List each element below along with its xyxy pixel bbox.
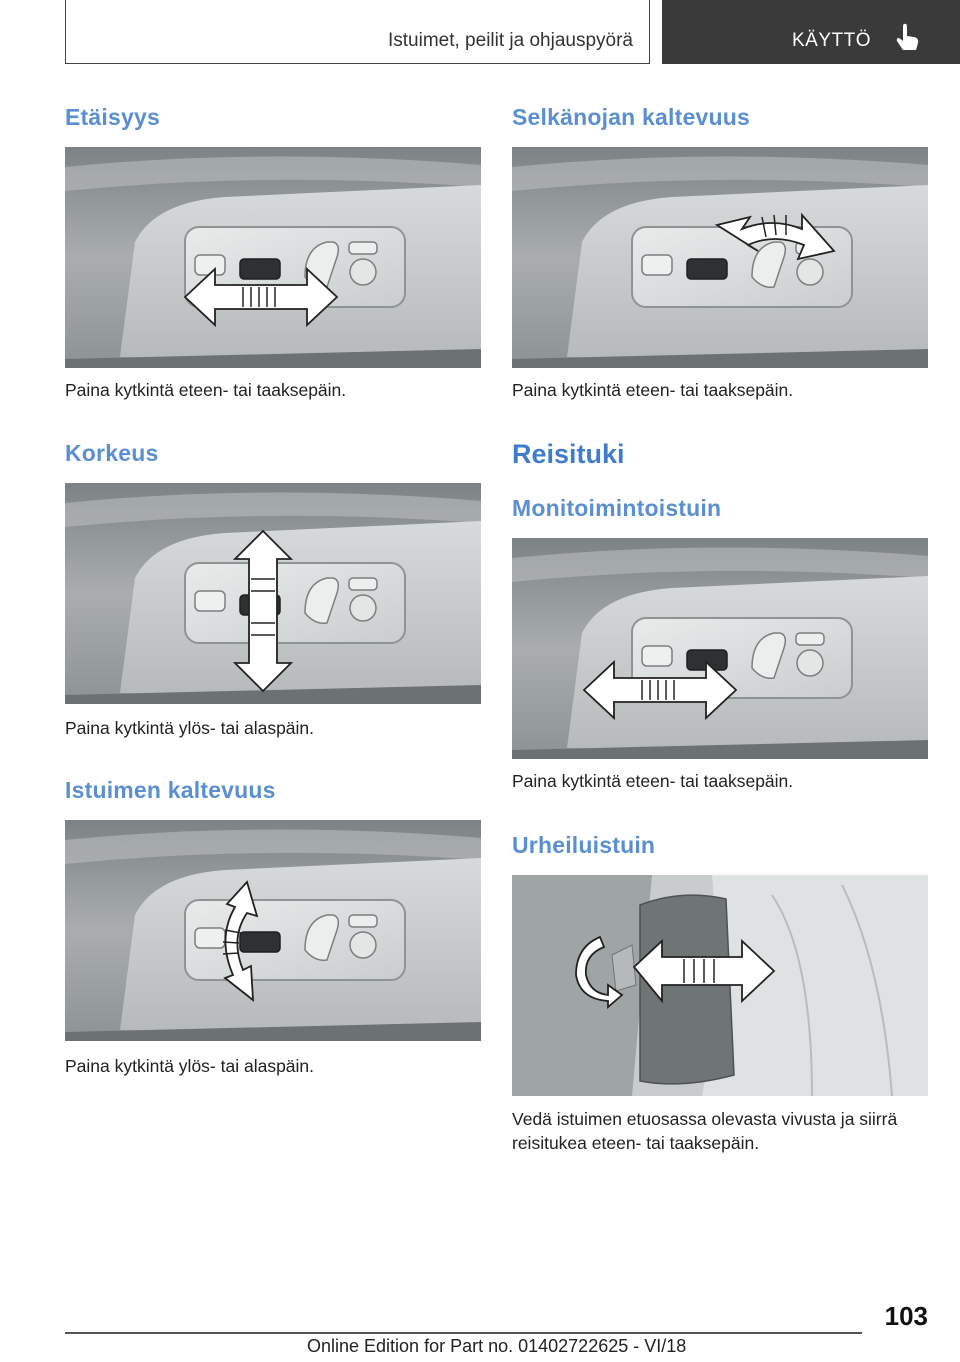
heading-reisituki: Reisituki	[512, 439, 625, 469]
header-chapter-tab[interactable]	[662, 0, 960, 64]
image-seat-distance	[65, 147, 481, 368]
heading-monitoimintoistuin: Monitoimintoistuin	[512, 495, 722, 521]
caption-korkeus: Paina kytkintä ylös- tai alaspäin.	[65, 718, 315, 738]
caption-monitoimintoistuin: Paina kytkintä eteen- tai taaksepäin.	[512, 771, 794, 791]
image-seat-height	[65, 483, 481, 704]
caption-urheiluistuin-line1: Vedä istuimen etuosassa olevasta vivusta ja siirrä	[512, 1109, 898, 1129]
footer-divider	[65, 1332, 862, 1334]
heading-etaisyys: Etäisyys	[65, 104, 160, 130]
header-tab-label: KÄYTTÖ	[792, 30, 872, 51]
header-section-box	[65, 0, 650, 64]
caption-istuimen-kaltevuus: Paina kytkintä ylös- tai alaspäin.	[65, 1056, 315, 1076]
caption-urheiluistuin-line2: reisitukea eteen- tai taaksepäin.	[512, 1133, 760, 1153]
heading-istuimen-kaltevuus: Istuimen kaltevuus	[65, 777, 276, 803]
footer-edition-text: Online Edition for Part no. 01402722625 - VI/18	[307, 1336, 687, 1356]
header-section-title: Istuimet, peilit ja ohjauspyörä	[387, 30, 633, 51]
heading-urheiluistuin: Urheiluistuin	[512, 832, 656, 858]
hand-pointer-icon	[894, 22, 922, 52]
image-seat-tilt	[65, 820, 481, 1041]
image-sport-seat	[512, 875, 928, 1096]
heading-selkanojan-kaltevuus: Selkänojan kaltevuus	[512, 104, 750, 130]
caption-etaisyys: Paina kytkintä eteen- tai taaksepäin.	[65, 380, 347, 400]
heading-korkeus: Korkeus	[65, 440, 159, 466]
image-multifunction-seat	[512, 538, 928, 759]
image-backrest-tilt	[512, 147, 928, 368]
caption-selkanojan-kaltevuus: Paina kytkintä eteen- tai taaksepäin.	[512, 380, 794, 400]
page-number: 103	[884, 1301, 928, 1331]
